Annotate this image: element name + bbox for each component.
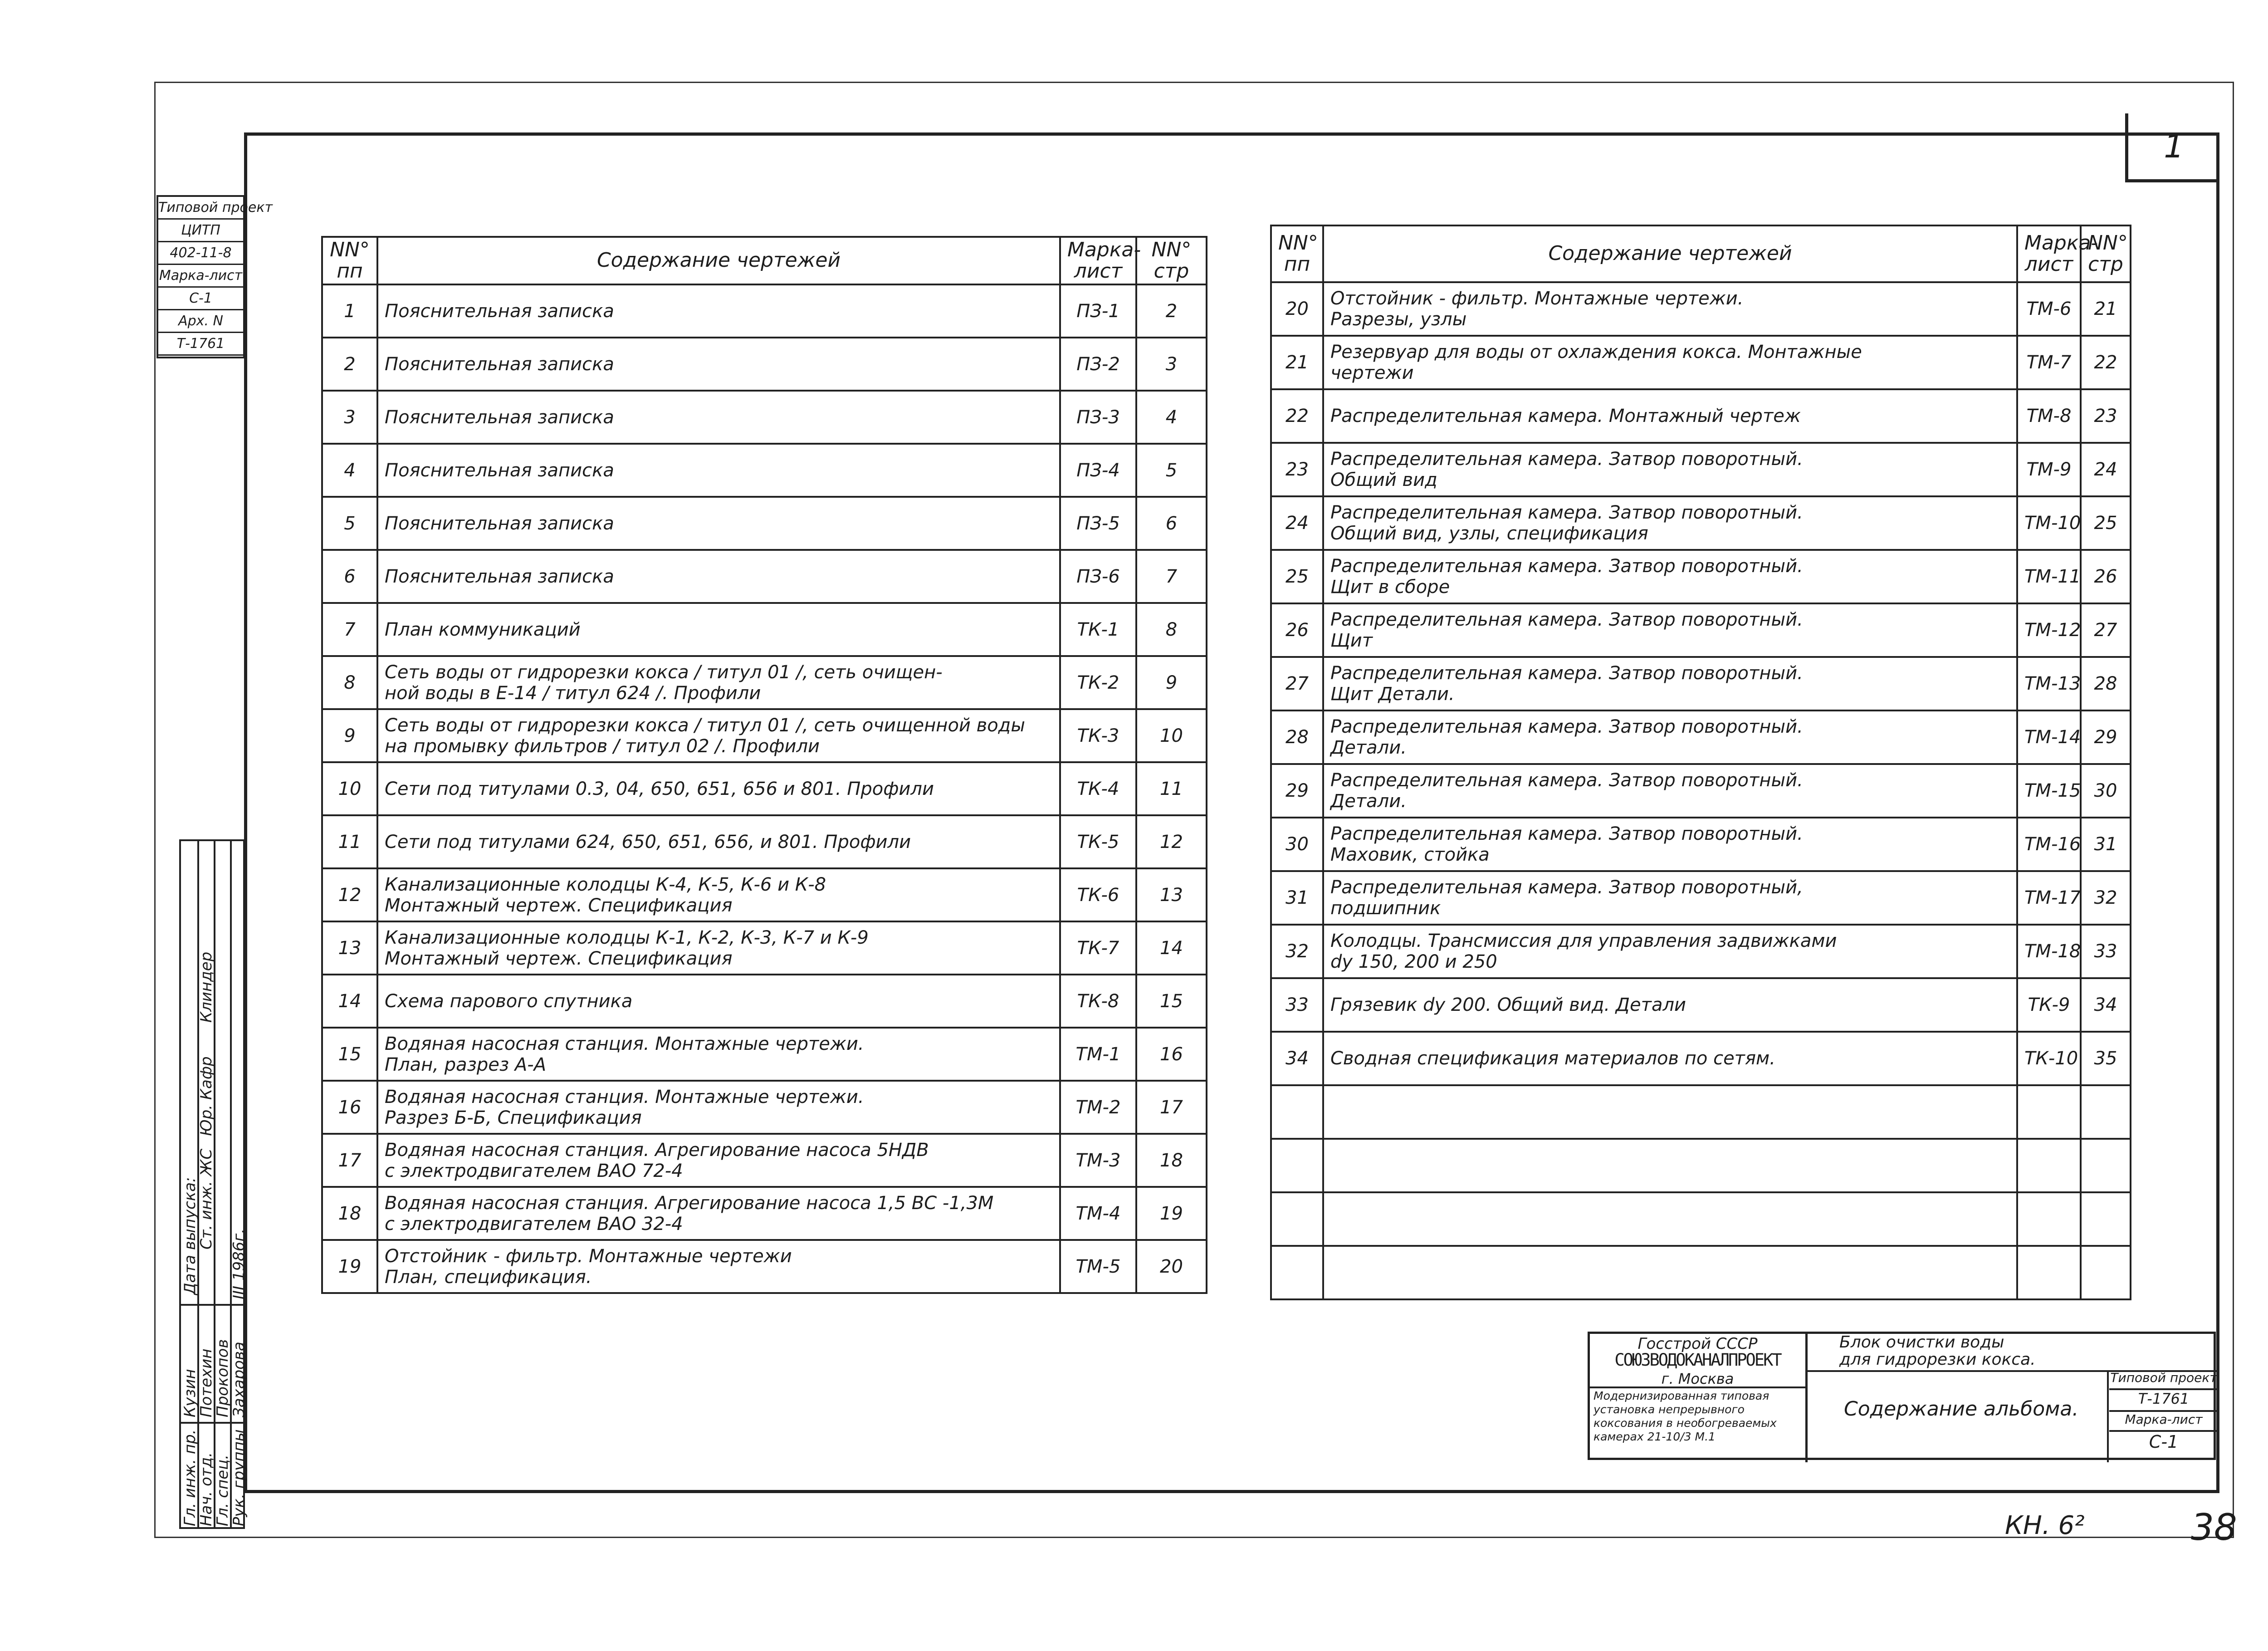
table-row bbox=[1271, 389, 2131, 443]
row-mark: ПЗ-5 bbox=[1060, 497, 1136, 550]
col-header-page: NN° стр bbox=[2081, 225, 2131, 282]
table-row bbox=[1271, 818, 2131, 871]
row-page: 32 bbox=[2081, 871, 2131, 925]
table-row bbox=[322, 1240, 1207, 1293]
row-page: 9 bbox=[1136, 656, 1207, 709]
row-mark: ТМ-7 bbox=[2017, 336, 2081, 389]
table-row bbox=[322, 656, 1207, 709]
row-mark: ТМ-6 bbox=[2017, 282, 2081, 336]
table-row bbox=[1271, 1085, 2131, 1139]
row-mark: ТК-5 bbox=[1060, 815, 1136, 868]
title-block bbox=[1588, 1332, 2216, 1460]
table-row bbox=[1271, 710, 2131, 764]
table-row bbox=[322, 1081, 1207, 1134]
row-page: 27 bbox=[2081, 603, 2131, 657]
row-title: Канализационные колодцы К-1, К-2, К-3, К-7 и К-9 Монтажный чертеж. Спецификация bbox=[377, 921, 1060, 975]
top-left-stamp bbox=[156, 195, 273, 358]
table-row bbox=[1271, 1192, 2131, 1246]
row-title bbox=[1323, 1139, 2017, 1192]
row-mark: ТМ-17 bbox=[2017, 871, 2081, 925]
col-header-page: NN° стр bbox=[1136, 237, 1207, 284]
table-row bbox=[322, 1134, 1207, 1187]
org-ministry: Госстрой СССР bbox=[1637, 1335, 1758, 1353]
top-left-stamp-line: 402-11-8 bbox=[158, 242, 243, 265]
row-title bbox=[1323, 1085, 2017, 1139]
row-mark: ТК-2 bbox=[1060, 656, 1136, 709]
contents-table-right bbox=[1270, 225, 2131, 1300]
typ-project-label: Типовой проект bbox=[2109, 1370, 2218, 1390]
row-number: 25 bbox=[1271, 550, 1323, 603]
sidebar-name-1: Кузин bbox=[181, 1369, 199, 1417]
row-number: 32 bbox=[1271, 925, 1323, 978]
sidebar-col2-3: Ст. инж. ЖС bbox=[197, 1148, 215, 1249]
row-page: 12 bbox=[1136, 815, 1207, 868]
sidebar-date: III 1986г. bbox=[230, 1228, 248, 1299]
row-number: 12 bbox=[322, 868, 377, 921]
table-row bbox=[1271, 550, 2131, 603]
row-number bbox=[1271, 1192, 1323, 1246]
row-mark: ТМ-1 bbox=[1060, 1028, 1136, 1081]
row-page: 34 bbox=[2081, 978, 2131, 1032]
org-name: СОЮЗВОДОКАНАЛПРОЕКТ bbox=[1614, 1350, 1781, 1370]
row-number: 16 bbox=[322, 1081, 377, 1134]
row-title: Схема парового спутника bbox=[377, 975, 1060, 1028]
row-page: 22 bbox=[2081, 336, 2131, 389]
col-header-num: NN° пп bbox=[322, 237, 377, 284]
row-title: Пояснительная записка bbox=[377, 391, 1060, 444]
sidebar-dateissue-label: Дата выпуска: bbox=[181, 1177, 199, 1295]
row-number: 29 bbox=[1271, 764, 1323, 818]
row-title: Распределительная камера. Затвор поворотный. Щит в сборе bbox=[1323, 550, 2017, 603]
table-row bbox=[322, 497, 1207, 550]
sidebar-header-4: Рук. группы bbox=[230, 1429, 248, 1526]
row-mark: ТМ-3 bbox=[1060, 1134, 1136, 1187]
row-title: Отстойник - фильтр. Монтажные чертежи План, спецификация. bbox=[377, 1240, 1060, 1293]
mark-sheet-label: Марка-лист bbox=[2109, 1412, 2218, 1432]
row-page: 14 bbox=[1136, 921, 1207, 975]
row-title: Пояснительная записка bbox=[377, 550, 1060, 603]
top-left-stamp-line: С-1 bbox=[158, 288, 243, 310]
row-page: 2 bbox=[1136, 284, 1207, 338]
row-page: 23 bbox=[2081, 389, 2131, 443]
top-left-stamp-line: Типовой проект bbox=[158, 197, 243, 220]
row-title: Грязевик dy 200. Общий вид. Детали bbox=[1323, 978, 2017, 1032]
row-mark: ТМ-8 bbox=[2017, 389, 2081, 443]
row-title: Распределительная камера. Затвор поворотный. Щит Детали. bbox=[1323, 657, 2017, 710]
row-title: Распределительная камера. Затвор поворотный. Детали. bbox=[1323, 710, 2017, 764]
row-title: Сеть воды от гидрорезки кокса / титул 01 /, сеть очищенной воды на промывку фильтров / титул 02 /. Профили bbox=[377, 709, 1060, 762]
row-page: 24 bbox=[2081, 443, 2131, 496]
row-mark: ТК-4 bbox=[1060, 762, 1136, 815]
row-page bbox=[2081, 1246, 2131, 1299]
row-title: Отстойник - фильтр. Монтажные чертежи. Разрезы, узлы bbox=[1323, 282, 2017, 336]
top-left-stamp-line: Т-1761 bbox=[158, 333, 243, 356]
row-number: 23 bbox=[1271, 443, 1323, 496]
row-number: 7 bbox=[322, 603, 377, 656]
row-number: 26 bbox=[1271, 603, 1323, 657]
row-mark: ПЗ-1 bbox=[1060, 284, 1136, 338]
row-title: Сети под титулами 624, 650, 651, 656, и 801. Профили bbox=[377, 815, 1060, 868]
row-title: Водяная насосная станция. Монтажные чертежи. Разрез Б-Б, Спецификация bbox=[377, 1081, 1060, 1134]
row-mark: ТМ-9 bbox=[2017, 443, 2081, 496]
row-number: 27 bbox=[1271, 657, 1323, 710]
row-mark: ПЗ-2 bbox=[1060, 338, 1136, 391]
row-title: Пояснительная записка bbox=[377, 284, 1060, 338]
row-title: Пояснительная записка bbox=[377, 444, 1060, 497]
col-header-content: Содержание чертежей bbox=[1323, 225, 2017, 282]
row-title: Водяная насосная станция. Агрегирование насоса 5НДВ с электродвигателем ВАО 72-4 bbox=[377, 1134, 1060, 1187]
row-mark: ТМ-13 bbox=[2017, 657, 2081, 710]
sidebar-col2-1: Клиндер bbox=[197, 951, 215, 1023]
row-number: 21 bbox=[1271, 336, 1323, 389]
top-left-stamp-line: Арх. N bbox=[158, 310, 243, 333]
table-row bbox=[1271, 336, 2131, 389]
row-page: 10 bbox=[1136, 709, 1207, 762]
row-page: 11 bbox=[1136, 762, 1207, 815]
row-number: 34 bbox=[1271, 1032, 1323, 1085]
row-mark: ТК-9 bbox=[2017, 978, 2081, 1032]
sheet-number: 1 bbox=[2125, 113, 2219, 182]
row-mark: ТМ-18 bbox=[2017, 925, 2081, 978]
row-page bbox=[2081, 1139, 2131, 1192]
row-number: 3 bbox=[322, 391, 377, 444]
row-title: Сводная спецификация материалов по сетям. bbox=[1323, 1032, 2017, 1085]
row-title: Сети под титулами 0.3, 04, 650, 651, 656 и 801. Профили bbox=[377, 762, 1060, 815]
row-title: Пояснительная записка bbox=[377, 497, 1060, 550]
row-number: 18 bbox=[322, 1187, 377, 1240]
row-page: 20 bbox=[1136, 1240, 1207, 1293]
table-row bbox=[1271, 1246, 2131, 1299]
row-page bbox=[2081, 1085, 2131, 1139]
sidebar-header-3: Гл. спец. bbox=[214, 1454, 232, 1526]
table-row bbox=[322, 1187, 1207, 1240]
row-page: 18 bbox=[1136, 1134, 1207, 1187]
row-title: Распределительная камера. Затвор поворотный. Щит bbox=[1323, 603, 2017, 657]
row-number: 17 bbox=[322, 1134, 377, 1187]
row-mark bbox=[2017, 1192, 2081, 1246]
row-number: 8 bbox=[322, 656, 377, 709]
row-title: Пояснительная записка bbox=[377, 338, 1060, 391]
row-mark: ПЗ-6 bbox=[1060, 550, 1136, 603]
row-title bbox=[1323, 1246, 2017, 1299]
table-row bbox=[322, 975, 1207, 1028]
table-row bbox=[322, 815, 1207, 868]
table-row bbox=[322, 1028, 1207, 1081]
row-title: Резервуар для воды от охлаждения кокса. Монтажные чертежи bbox=[1323, 336, 2017, 389]
table-row bbox=[322, 284, 1207, 338]
top-left-stamp-line: Марка-лист bbox=[158, 265, 243, 288]
table-row bbox=[322, 444, 1207, 497]
sidebar-col2-2: Юр. Кафр bbox=[197, 1056, 215, 1136]
sidebar-header-1: Гл. инж. пр. bbox=[181, 1429, 199, 1526]
row-page: 33 bbox=[2081, 925, 2131, 978]
row-mark bbox=[2017, 1246, 2081, 1299]
row-title: Распределительная камера. Затвор поворотный. Детали. bbox=[1323, 764, 2017, 818]
row-title: План коммуникаций bbox=[377, 603, 1060, 656]
row-page: 28 bbox=[2081, 657, 2131, 710]
row-number bbox=[1271, 1085, 1323, 1139]
row-page: 7 bbox=[1136, 550, 1207, 603]
row-mark: ТМ-15 bbox=[2017, 764, 2081, 818]
row-number: 6 bbox=[322, 550, 377, 603]
sidebar-name-3: Прокопов bbox=[214, 1339, 232, 1417]
contents-table-left bbox=[321, 236, 1207, 1294]
row-mark: ТМ-16 bbox=[2017, 818, 2081, 871]
col-header-mark: Марка-лист bbox=[1060, 237, 1136, 284]
row-mark: ТК-7 bbox=[1060, 921, 1136, 975]
row-page: 6 bbox=[1136, 497, 1207, 550]
table-row bbox=[1271, 1032, 2131, 1085]
row-mark: ТМ-14 bbox=[2017, 710, 2081, 764]
row-number: 13 bbox=[322, 921, 377, 975]
row-page: 29 bbox=[2081, 710, 2131, 764]
row-page: 30 bbox=[2081, 764, 2131, 818]
row-title: Распределительная камера. Затвор поворотный. Общий вид bbox=[1323, 443, 2017, 496]
row-mark: ТМ-4 bbox=[1060, 1187, 1136, 1240]
left-signature-strip bbox=[179, 839, 248, 1529]
table-row bbox=[1271, 496, 2131, 550]
row-number: 1 bbox=[322, 284, 377, 338]
table-row bbox=[1271, 603, 2131, 657]
table-row bbox=[1271, 925, 2131, 978]
table-row bbox=[1271, 764, 2131, 818]
row-mark: ТМ-12 bbox=[2017, 603, 2081, 657]
sidebar-name-2: Потехин bbox=[197, 1348, 215, 1417]
row-page: 8 bbox=[1136, 603, 1207, 656]
org-city: г. Москва bbox=[1661, 1370, 1734, 1387]
table-row bbox=[322, 603, 1207, 656]
row-title: Распределительная камера. Затвор поворотный. Общий вид, узлы, спецификация bbox=[1323, 496, 2017, 550]
row-mark: ПЗ-3 bbox=[1060, 391, 1136, 444]
row-number: 28 bbox=[1271, 710, 1323, 764]
table-row bbox=[1271, 871, 2131, 925]
block-title: Блок очистки воды для гидрорезки кокса. bbox=[1839, 1333, 2036, 1369]
row-page: 19 bbox=[1136, 1187, 1207, 1240]
row-title: Распределительная камера. Монтажный чертеж bbox=[1323, 389, 2017, 443]
row-page: 35 bbox=[2081, 1032, 2131, 1085]
book-note: КН. 6² bbox=[2005, 1511, 2085, 1540]
row-title: Распределительная камера. Затвор поворотный, подшипник bbox=[1323, 871, 2017, 925]
mark-sheet-value: С-1 bbox=[2149, 1432, 2179, 1452]
table-row bbox=[322, 868, 1207, 921]
row-mark: ТМ-2 bbox=[1060, 1081, 1136, 1134]
typ-project-value: Т-1761 bbox=[2109, 1390, 2218, 1412]
row-page: 15 bbox=[1136, 975, 1207, 1028]
row-number: 31 bbox=[1271, 871, 1323, 925]
row-number bbox=[1271, 1246, 1323, 1299]
sidebar-header-2: Нач. отд. bbox=[197, 1452, 215, 1526]
row-number: 30 bbox=[1271, 818, 1323, 871]
sheet-count-note: 38 bbox=[2191, 1506, 2237, 1548]
row-number: 19 bbox=[322, 1240, 377, 1293]
row-number: 11 bbox=[322, 815, 377, 868]
row-mark: ТК-6 bbox=[1060, 868, 1136, 921]
table-row bbox=[322, 338, 1207, 391]
row-mark: ТК-3 bbox=[1060, 709, 1136, 762]
row-page: 25 bbox=[2081, 496, 2131, 550]
table-row bbox=[1271, 657, 2131, 710]
row-mark bbox=[2017, 1139, 2081, 1192]
table-row bbox=[1271, 443, 2131, 496]
row-number: 20 bbox=[1271, 282, 1323, 336]
row-number: 10 bbox=[322, 762, 377, 815]
table-row bbox=[1271, 1139, 2131, 1192]
row-title: Колодцы. Трансмиссия для управления задвижками dy 150, 200 и 250 bbox=[1323, 925, 2017, 978]
table-row bbox=[1271, 282, 2131, 336]
row-number: 5 bbox=[322, 497, 377, 550]
col-header-content: Содержание чертежей bbox=[377, 237, 1060, 284]
row-number bbox=[1271, 1139, 1323, 1192]
sidebar-name-4: Захарова bbox=[230, 1342, 248, 1417]
table-row bbox=[322, 762, 1207, 815]
col-header-num: NN° пп bbox=[1271, 225, 1323, 282]
row-number: 33 bbox=[1271, 978, 1323, 1032]
row-number: 14 bbox=[322, 975, 377, 1028]
row-number: 9 bbox=[322, 709, 377, 762]
table-row bbox=[322, 550, 1207, 603]
row-mark bbox=[2017, 1085, 2081, 1139]
album-title: Содержание альбома. bbox=[1844, 1397, 2079, 1421]
row-title: Водяная насосная станция. Монтажные чертежи. План, разрез А-А bbox=[377, 1028, 1060, 1081]
table-row bbox=[1271, 978, 2131, 1032]
row-page: 31 bbox=[2081, 818, 2131, 871]
row-page: 13 bbox=[1136, 868, 1207, 921]
top-left-stamp-line: ЦИТП bbox=[158, 220, 243, 242]
col-header-mark: Марка-лист bbox=[2017, 225, 2081, 282]
row-mark: ТМ-11 bbox=[2017, 550, 2081, 603]
row-page: 16 bbox=[1136, 1028, 1207, 1081]
table-row bbox=[322, 709, 1207, 762]
row-page: 5 bbox=[1136, 444, 1207, 497]
row-number: 4 bbox=[322, 444, 377, 497]
row-page: 21 bbox=[2081, 282, 2131, 336]
row-number: 15 bbox=[322, 1028, 377, 1081]
project-description: Модернизированная типовая установка непрерывного коксования в необогреваемых камерах 21-10/3 М.1 bbox=[1593, 1389, 1777, 1443]
row-mark: ПЗ-4 bbox=[1060, 444, 1136, 497]
row-mark: ТК-1 bbox=[1060, 603, 1136, 656]
table-row bbox=[322, 391, 1207, 444]
table-row bbox=[322, 921, 1207, 975]
row-number: 22 bbox=[1271, 389, 1323, 443]
row-mark: ТК-8 bbox=[1060, 975, 1136, 1028]
row-page: 4 bbox=[1136, 391, 1207, 444]
row-mark: ТК-10 bbox=[2017, 1032, 2081, 1085]
row-page: 3 bbox=[1136, 338, 1207, 391]
row-title bbox=[1323, 1192, 2017, 1246]
row-mark: ТМ-10 bbox=[2017, 496, 2081, 550]
row-title: Канализационные колодцы К-4, К-5, К-6 и К-8 Монтажный чертеж. Спецификация bbox=[377, 868, 1060, 921]
row-page: 17 bbox=[1136, 1081, 1207, 1134]
row-title: Распределительная камера. Затвор поворотный. Маховик, стойка bbox=[1323, 818, 2017, 871]
row-title: Сеть воды от гидрорезки кокса / титул 01 /, сеть очищен- ной воды в Е-14 / титул 624 /. Профили bbox=[377, 656, 1060, 709]
row-number: 24 bbox=[1271, 496, 1323, 550]
row-page bbox=[2081, 1192, 2131, 1246]
row-number: 2 bbox=[322, 338, 377, 391]
row-mark: ТМ-5 bbox=[1060, 1240, 1136, 1293]
row-page: 26 bbox=[2081, 550, 2131, 603]
row-title: Водяная насосная станция. Агрегирование насоса 1,5 ВС -1,3М с электродвигателем ВАО 32-4 bbox=[377, 1187, 1060, 1240]
